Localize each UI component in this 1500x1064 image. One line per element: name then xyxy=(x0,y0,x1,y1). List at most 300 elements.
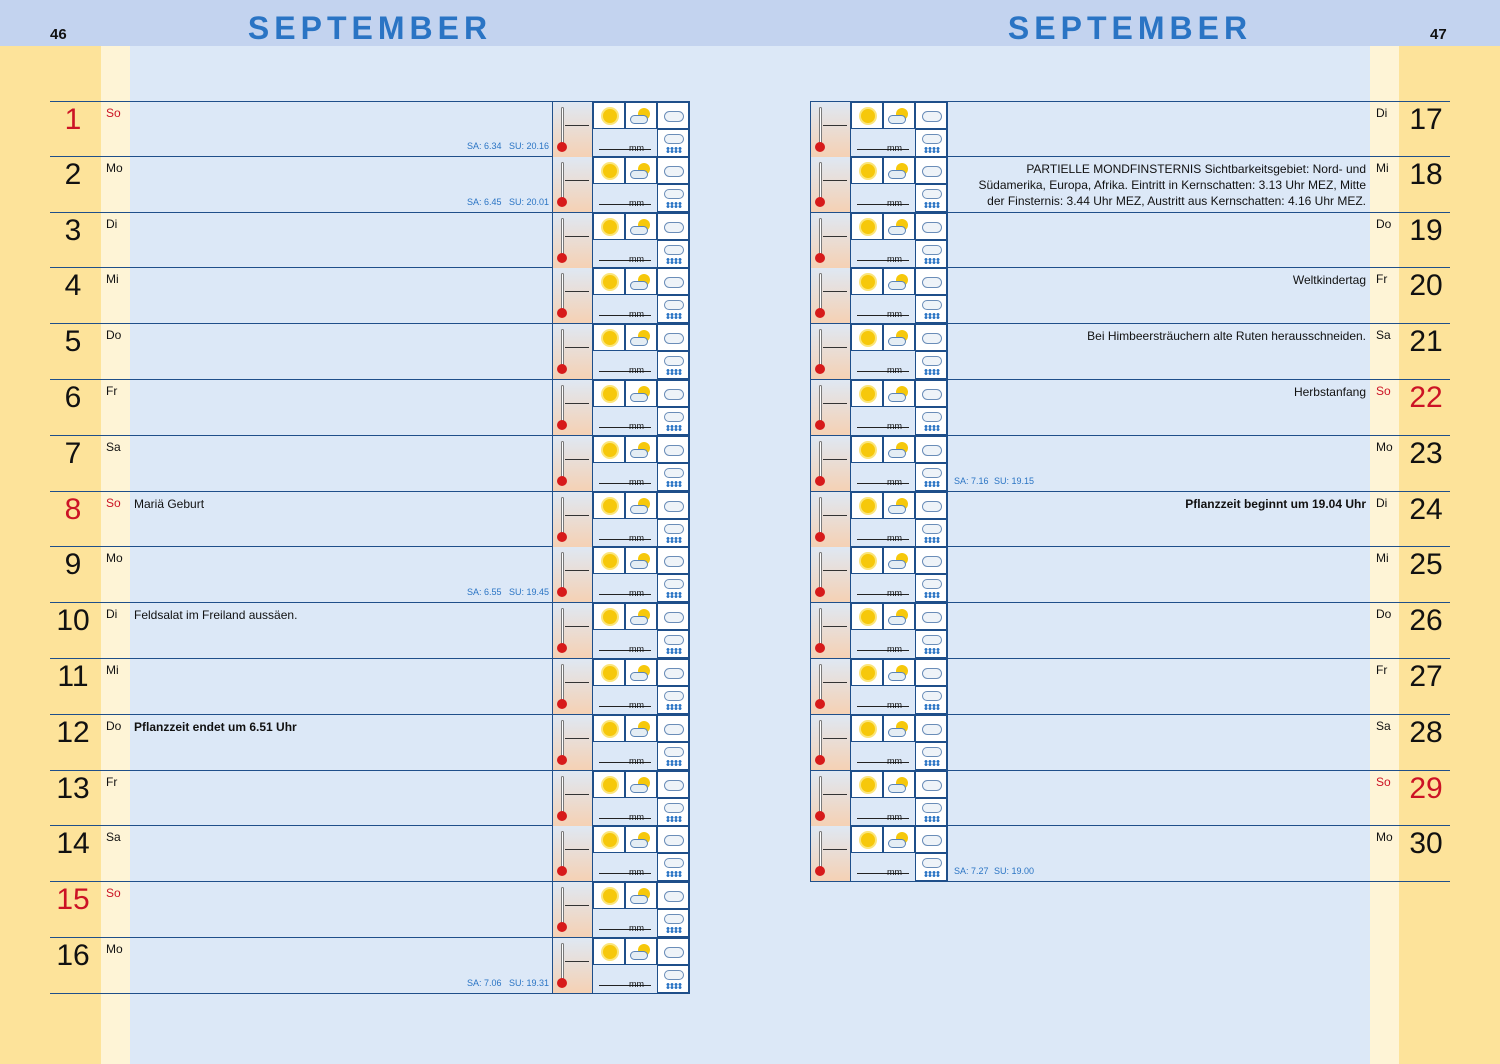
rain-drops xyxy=(666,592,682,598)
sun-icon-box[interactable] xyxy=(851,659,883,686)
partly-cloudy-icon xyxy=(888,498,910,514)
rain-icon xyxy=(664,412,684,432)
temperature-entry-line xyxy=(823,626,847,627)
calendar-day-row[interactable] xyxy=(50,213,690,269)
calendar-day-row[interactable] xyxy=(810,603,1450,659)
rain-drops xyxy=(666,927,682,933)
thermometer-icon xyxy=(811,603,851,658)
rain-icon xyxy=(922,747,942,767)
cloud-icon xyxy=(664,277,684,288)
sun-icon-box[interactable] xyxy=(593,268,625,295)
temperature-entry-line xyxy=(823,180,847,181)
rain-icon xyxy=(922,691,942,711)
day-of-week: Mi xyxy=(1376,551,1389,566)
rain-icon-box[interactable] xyxy=(657,853,689,881)
partly-cloudy-icon-box[interactable] xyxy=(625,436,657,463)
sun-icon-box[interactable] xyxy=(851,547,883,574)
rain-icon-box[interactable] xyxy=(915,240,947,268)
thermometer-icon xyxy=(553,603,593,658)
sun-icon-box[interactable] xyxy=(593,603,625,630)
thermometer-bulb xyxy=(557,978,567,988)
calendar-day-row[interactable] xyxy=(810,324,1450,380)
partly-cloudy-icon xyxy=(888,609,910,625)
rain-icon-box[interactable] xyxy=(915,853,947,881)
partly-cloudy-icon xyxy=(888,108,910,124)
cloud-icon xyxy=(922,668,942,679)
day-number: 12 xyxy=(56,715,90,749)
cloud-icon xyxy=(664,556,684,567)
cloud-icon-box[interactable] xyxy=(657,157,689,184)
rain-icon-box[interactable] xyxy=(657,909,689,937)
mm-unit-label: mm xyxy=(629,979,644,989)
sun-icon-box[interactable] xyxy=(851,436,883,463)
thermometer-icon xyxy=(553,213,593,268)
rain-icon xyxy=(922,245,942,265)
rain-drops xyxy=(666,258,682,264)
rain-icon xyxy=(664,300,684,320)
calendar-day-row[interactable] xyxy=(50,101,690,157)
thermometer-icon xyxy=(811,436,851,491)
partly-cloudy-cloud xyxy=(888,672,906,681)
day-of-week: So xyxy=(1376,774,1391,789)
sun-icon-box[interactable] xyxy=(593,659,625,686)
calendar-day-row[interactable] xyxy=(50,380,690,436)
rain-cloud xyxy=(922,579,942,589)
partly-cloudy-cloud xyxy=(888,226,906,235)
day-number: 13 xyxy=(56,771,90,805)
cloud-icon-box[interactable] xyxy=(915,826,947,853)
day-number: 4 xyxy=(64,269,82,303)
partly-cloudy-cloud xyxy=(630,784,648,793)
rain-icon xyxy=(922,356,942,376)
sun-icon xyxy=(603,331,617,345)
partly-cloudy-icon-box[interactable] xyxy=(883,268,915,295)
cloud-icon xyxy=(664,668,684,679)
sun-icon-box[interactable] xyxy=(593,102,625,129)
sun-icon-box[interactable] xyxy=(851,102,883,129)
sun-icon-box[interactable] xyxy=(593,826,625,853)
calendar-day-row[interactable] xyxy=(50,324,690,380)
partly-cloudy-cloud xyxy=(888,281,906,290)
partly-cloudy-icon xyxy=(888,442,910,458)
thermometer-icon xyxy=(553,324,593,379)
sun-icon xyxy=(603,109,617,123)
partly-cloudy-icon-box[interactable] xyxy=(883,547,915,574)
sun-icon-box[interactable] xyxy=(851,715,883,742)
sun-icon-box[interactable] xyxy=(593,157,625,184)
sun-icon-box[interactable] xyxy=(593,771,625,798)
cloud-icon-box[interactable] xyxy=(915,436,947,463)
sun-icon-box[interactable] xyxy=(593,882,625,909)
sun-icon-box[interactable] xyxy=(851,603,883,630)
rain-icon-box[interactable] xyxy=(915,630,947,658)
cloud-icon-box[interactable] xyxy=(657,715,689,742)
partly-cloudy-icon-box[interactable] xyxy=(883,659,915,686)
thermometer-tube xyxy=(561,273,564,311)
day-number: 25 xyxy=(1409,548,1443,582)
sun-icon-box[interactable] xyxy=(851,492,883,519)
rain-icon xyxy=(664,189,684,209)
partly-cloudy-icon-box[interactable] xyxy=(625,715,657,742)
partly-cloudy-icon xyxy=(630,219,652,235)
calendar-day-row[interactable] xyxy=(50,603,690,659)
rain-icon-box[interactable] xyxy=(915,798,947,826)
rain-cloud xyxy=(664,914,684,924)
calendar-day-row[interactable] xyxy=(50,938,690,994)
day-of-week: Fr xyxy=(1376,272,1388,287)
cloud-icon xyxy=(664,445,684,456)
temperature-entry-line xyxy=(823,403,847,404)
partly-cloudy-icon-box[interactable] xyxy=(883,157,915,184)
sun-icon xyxy=(861,666,875,680)
partly-cloudy-icon-box[interactable] xyxy=(625,826,657,853)
rain-icon-box[interactable] xyxy=(657,463,689,491)
calendar-day-row[interactable] xyxy=(810,101,1450,157)
rain-cloud xyxy=(664,468,684,478)
sun-icon-box[interactable] xyxy=(593,436,625,463)
rain-icon-box[interactable] xyxy=(657,519,689,547)
thermometer-tube xyxy=(819,552,822,590)
mm-unit-label: mm xyxy=(887,867,902,878)
cloud-icon-box[interactable] xyxy=(657,659,689,686)
thermometer-icon xyxy=(811,547,851,602)
rain-icon xyxy=(664,245,684,265)
cloud-icon xyxy=(922,835,942,846)
rain-cloud xyxy=(922,747,942,757)
rain-icon xyxy=(922,468,942,488)
partly-cloudy-icon-box[interactable] xyxy=(625,324,657,351)
sun-icon-box[interactable] xyxy=(593,492,625,519)
partly-cloudy-icon-box[interactable] xyxy=(625,213,657,240)
day-note: Herbstanfang xyxy=(1293,385,1366,399)
partly-cloudy-icon-box[interactable] xyxy=(883,826,915,853)
thermometer-bulb xyxy=(557,364,567,374)
temperature-entry-line xyxy=(565,905,589,906)
cloud-icon-box[interactable] xyxy=(657,938,689,965)
calendar-day-row[interactable] xyxy=(810,659,1450,715)
sun-icon xyxy=(603,666,617,680)
thermometer-tube xyxy=(819,720,822,758)
partly-cloudy-icon-box[interactable] xyxy=(883,603,915,630)
cloud-icon-box[interactable] xyxy=(657,547,689,574)
cloud-icon-box[interactable] xyxy=(657,268,689,295)
rain-icon-box[interactable] xyxy=(915,519,947,547)
temperature-entry-line xyxy=(565,347,589,348)
sun-icon-box[interactable] xyxy=(851,213,883,240)
cloud-icon-box[interactable] xyxy=(915,324,947,351)
sun-icon xyxy=(603,722,617,736)
rain-icon-box[interactable] xyxy=(915,742,947,770)
partly-cloudy-cloud xyxy=(630,226,648,235)
day-of-week: Di xyxy=(106,216,118,231)
partly-cloudy-cloud xyxy=(888,560,906,569)
rain-cloud xyxy=(664,524,684,534)
calendar-day-row[interactable] xyxy=(50,659,690,715)
rain-icon-box[interactable] xyxy=(657,686,689,714)
partly-cloudy-icon-box[interactable] xyxy=(883,771,915,798)
cloud-icon-box[interactable] xyxy=(657,492,689,519)
rain-icon-box[interactable] xyxy=(915,686,947,714)
thermometer-bulb xyxy=(557,476,567,486)
thermometer-bulb xyxy=(557,308,567,318)
rain-icon xyxy=(664,970,684,990)
sun-icon xyxy=(603,554,617,568)
sun-icon-box[interactable] xyxy=(851,157,883,184)
partly-cloudy-icon-box[interactable] xyxy=(625,380,657,407)
cloud-icon xyxy=(664,780,684,791)
day-number: 11 xyxy=(57,660,89,693)
partly-cloudy-icon-box[interactable] xyxy=(625,938,657,965)
partly-cloudy-icon-box[interactable] xyxy=(625,102,657,129)
sunset-time: SU: 19.00 xyxy=(994,866,1035,877)
calendar-day-row[interactable] xyxy=(50,268,690,324)
mm-unit-label: mm xyxy=(887,811,902,822)
cloud-icon-box[interactable] xyxy=(657,826,689,853)
temperature-entry-line xyxy=(823,849,847,850)
calendar-day-row[interactable] xyxy=(50,882,690,938)
cloud-icon-box[interactable] xyxy=(915,715,947,742)
rain-icon-box[interactable] xyxy=(657,407,689,435)
thermometer-bulb xyxy=(815,253,825,263)
cloud-icon-box[interactable] xyxy=(915,492,947,519)
rain-cloud xyxy=(922,245,942,255)
cloud-icon xyxy=(664,501,684,512)
rain-icon-box[interactable] xyxy=(657,240,689,268)
cloud-icon-box[interactable] xyxy=(915,157,947,184)
sun-icon-box[interactable] xyxy=(593,547,625,574)
mm-unit-label: mm xyxy=(629,532,644,543)
temperature-entry-line xyxy=(565,961,589,962)
day-note: Mariä Geburt xyxy=(134,496,205,511)
partly-cloudy-icon-box[interactable] xyxy=(625,771,657,798)
sun-icon-box[interactable] xyxy=(593,213,625,240)
thermometer-bulb xyxy=(815,866,825,876)
rain-icon-box[interactable] xyxy=(915,351,947,379)
weather-box xyxy=(810,659,948,714)
cloud-icon-box[interactable] xyxy=(915,268,947,295)
partly-cloudy-icon-box[interactable] xyxy=(883,436,915,463)
day-of-week: Mo xyxy=(106,160,123,175)
partly-cloudy-icon xyxy=(630,609,652,625)
sun-icon-box[interactable] xyxy=(593,324,625,351)
cloud-icon xyxy=(922,389,942,400)
calendar-day-row[interactable] xyxy=(810,436,1450,492)
thermometer-icon xyxy=(811,826,851,881)
rain-drops xyxy=(666,369,682,375)
day-note: Bei Himbeersträuchern alte Ruten herausschneiden. xyxy=(1087,329,1366,344)
cloud-icon xyxy=(922,780,942,791)
weather-box xyxy=(552,882,690,937)
thermometer-bulb xyxy=(557,420,567,430)
thermometer-bulb xyxy=(557,532,567,542)
temperature-entry-line xyxy=(823,515,847,516)
rain-drops xyxy=(924,258,940,264)
cloud-icon-box[interactable] xyxy=(657,436,689,463)
rain-icon-box[interactable] xyxy=(915,463,947,491)
day-number: 28 xyxy=(1409,715,1443,749)
thermometer-bulb xyxy=(815,197,825,207)
weather-box xyxy=(810,436,948,491)
cloud-icon-box[interactable] xyxy=(657,324,689,351)
calendar-day-row[interactable] xyxy=(810,213,1450,269)
calendar-day-row[interactable] xyxy=(810,771,1450,827)
partly-cloudy-icon xyxy=(630,108,652,124)
temperature-entry-line xyxy=(823,291,847,292)
mm-unit-label: mm xyxy=(629,588,644,599)
calendar-day-row[interactable] xyxy=(50,715,690,771)
cloud-icon-box[interactable] xyxy=(915,771,947,798)
partly-cloudy-icon-box[interactable] xyxy=(883,102,915,129)
temperature-entry-line xyxy=(823,347,847,348)
temperature-entry-line xyxy=(565,403,589,404)
rain-icon-box[interactable] xyxy=(657,742,689,770)
partly-cloudy-icon xyxy=(888,832,910,848)
rain-drops xyxy=(924,816,940,822)
partly-cloudy-icon-box[interactable] xyxy=(883,380,915,407)
cloud-icon-box[interactable] xyxy=(657,771,689,798)
cloud-icon-box[interactable] xyxy=(657,882,689,909)
calendar-day-row[interactable] xyxy=(50,771,690,827)
sun-icon-box[interactable] xyxy=(593,715,625,742)
weather-box xyxy=(810,547,948,602)
sun-icon-box[interactable] xyxy=(851,380,883,407)
calendar-day-row[interactable] xyxy=(50,826,690,882)
partly-cloudy-cloud xyxy=(630,895,648,904)
mm-unit-label: mm xyxy=(629,700,644,710)
calendar-day-row[interactable] xyxy=(810,547,1450,603)
partly-cloudy-icon-box[interactable] xyxy=(883,715,915,742)
calendar-day-row[interactable] xyxy=(50,492,690,548)
sun-icon xyxy=(861,109,875,123)
weather-box xyxy=(552,771,690,826)
rain-icon xyxy=(664,803,684,823)
partly-cloudy-icon-box[interactable] xyxy=(625,603,657,630)
rain-icon-box[interactable] xyxy=(657,630,689,658)
rain-drops xyxy=(666,704,682,710)
thermometer-bulb xyxy=(815,643,825,653)
rain-icon-box[interactable] xyxy=(657,129,689,157)
sun-icon xyxy=(603,164,617,178)
partly-cloudy-cloud xyxy=(630,728,648,737)
cloud-icon-box[interactable] xyxy=(915,603,947,630)
cloud-icon xyxy=(922,724,942,735)
day-number: 10 xyxy=(56,604,90,638)
cloud-icon xyxy=(664,111,684,122)
cloud-icon-box[interactable] xyxy=(915,102,947,129)
cloud-icon-box[interactable] xyxy=(915,659,947,686)
cloud-icon-box[interactable] xyxy=(915,547,947,574)
sun-icon xyxy=(861,275,875,289)
partly-cloudy-icon-box[interactable] xyxy=(625,659,657,686)
day-number: 2 xyxy=(64,157,82,191)
thermometer-bulb xyxy=(557,142,567,152)
partly-cloudy-icon-box[interactable] xyxy=(625,547,657,574)
partly-cloudy-icon xyxy=(888,219,910,235)
sun-icon-box[interactable] xyxy=(851,826,883,853)
cloud-icon xyxy=(664,166,684,177)
calendar-day-row[interactable] xyxy=(50,436,690,492)
rain-icon-box[interactable] xyxy=(915,295,947,323)
partly-cloudy-icon-box[interactable] xyxy=(625,492,657,519)
partly-cloudy-icon-box[interactable] xyxy=(625,157,657,184)
cloud-icon-box[interactable] xyxy=(657,603,689,630)
rain-icon xyxy=(664,747,684,767)
partly-cloudy-icon-box[interactable] xyxy=(883,492,915,519)
partly-cloudy-icon-box[interactable] xyxy=(625,268,657,295)
thermometer-icon xyxy=(553,157,593,212)
rain-drops xyxy=(666,481,682,487)
cloud-icon xyxy=(922,222,942,233)
rain-icon xyxy=(922,189,942,209)
partly-cloudy-icon-box[interactable] xyxy=(625,882,657,909)
calendar-day-row[interactable] xyxy=(810,826,1450,882)
rain-icon-box[interactable] xyxy=(915,574,947,602)
rain-icon-box[interactable] xyxy=(915,129,947,157)
rain-icon-box[interactable] xyxy=(657,798,689,826)
weather-box xyxy=(552,157,690,212)
thermometer-bulb xyxy=(815,811,825,821)
rain-drops xyxy=(924,537,940,543)
thermometer-bulb xyxy=(815,420,825,430)
rain-drops xyxy=(924,147,940,153)
thermometer-icon xyxy=(811,157,851,212)
cloud-icon-box[interactable] xyxy=(915,213,947,240)
calendar-day-row[interactable] xyxy=(810,492,1450,548)
weather-box xyxy=(552,268,690,323)
thermometer-tube xyxy=(561,552,564,590)
calendar-day-row[interactable] xyxy=(810,268,1450,324)
partly-cloudy-cloud xyxy=(888,337,906,346)
rain-icon-box[interactable] xyxy=(657,965,689,993)
calendar-day-row[interactable] xyxy=(810,715,1450,771)
weather-box xyxy=(552,659,690,714)
sunrise-time: SA: 7.27 xyxy=(954,866,989,877)
calendar-day-row[interactable] xyxy=(810,380,1450,436)
partly-cloudy-cloud xyxy=(630,449,648,458)
partly-cloudy-icon xyxy=(630,386,652,402)
sun-icon-box[interactable] xyxy=(851,324,883,351)
mm-unit-label: mm xyxy=(887,755,902,766)
sun-icon-box[interactable] xyxy=(851,268,883,295)
partly-cloudy-icon-box[interactable] xyxy=(883,213,915,240)
rain-drops xyxy=(924,313,940,319)
mm-unit-label: mm xyxy=(887,365,902,376)
cloud-icon-box[interactable] xyxy=(657,102,689,129)
rain-icon-box[interactable] xyxy=(657,295,689,323)
mm-unit-label: mm xyxy=(629,365,644,376)
rain-icon xyxy=(664,858,684,878)
sun-icon-box[interactable] xyxy=(593,380,625,407)
day-of-week: Mi xyxy=(1376,160,1389,175)
sun-icon-box[interactable] xyxy=(593,938,625,965)
cloud-icon-box[interactable] xyxy=(915,380,947,407)
cloud-icon-box[interactable] xyxy=(657,213,689,240)
calendar-day-row[interactable] xyxy=(50,157,690,213)
rain-icon-box[interactable] xyxy=(657,184,689,212)
rain-icon-box[interactable] xyxy=(657,351,689,379)
calendar-day-row[interactable] xyxy=(50,547,690,603)
calendar-day-row[interactable] xyxy=(810,157,1450,213)
rain-icon-box[interactable] xyxy=(915,184,947,212)
partly-cloudy-icon-box[interactable] xyxy=(883,324,915,351)
sun-icon-box[interactable] xyxy=(851,771,883,798)
rain-icon-box[interactable] xyxy=(657,574,689,602)
partly-cloudy-cloud xyxy=(888,449,906,458)
thermometer-bulb xyxy=(557,643,567,653)
cloud-icon-box[interactable] xyxy=(657,380,689,407)
rain-icon-box[interactable] xyxy=(915,407,947,435)
cloud-icon xyxy=(922,333,942,344)
